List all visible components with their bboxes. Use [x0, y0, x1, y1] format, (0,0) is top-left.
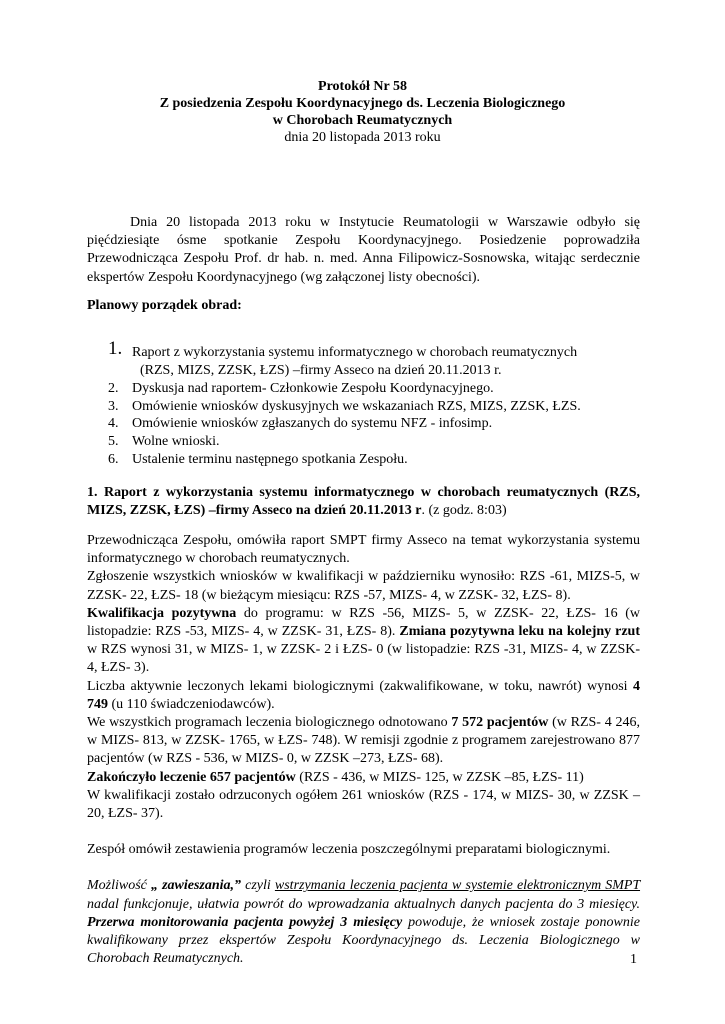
active-patients-tail: (u 110 świadczeniodawców). [108, 696, 275, 712]
drug-change-label: Zmiana pozytywna leku na kolejny rzut [399, 624, 640, 640]
section-1-title [87, 484, 640, 520]
agenda-item-text-cont: (RZS, MIZS, ZZSK, ŁZS) –firmy Asseco na dzień 20.11.2013 r. [140, 362, 502, 378]
suspension-text-c: czyli [241, 878, 275, 894]
total-patients-count: 7 572 pacjentów [451, 715, 549, 731]
agenda-item-number: 1. [108, 338, 123, 359]
agenda-item-number: 2. [108, 381, 119, 397]
qualification-positive-text: do programu: w RZS -56, MIZS- 5, w ZZSK- 22, ŁZS- 16 (w listopadzie: RZS -53, MIZS- 4, w ZZSK- 31, ŁZS- 8). [87, 605, 640, 640]
agenda-item-number: 4. [108, 416, 119, 432]
section-1-paragraph [87, 714, 640, 769]
suspension-text-a: Możliwość [87, 878, 151, 894]
agenda-item-number: 5. [108, 433, 119, 449]
drug-change-text: w RZS wynosi 31, w MIZS- 1, w ZZSK- 2 i ŁZS- 0 (w listopadzie: RZS -31, MIZS- 4, w ZZSK- 4, ŁZS- 3). [87, 642, 640, 676]
agenda-list [108, 338, 648, 468]
title-line-2: Z posiedzenia Zespołu Koordynacyjnego ds. Leczenia Biologicznego [159, 96, 566, 111]
title-line-1: Protokół Nr 58 [318, 79, 407, 94]
section-1-paragraph [87, 678, 640, 714]
agenda-item [108, 380, 648, 398]
section-1-paragraph: Zgłoszenie wszystkich wniosków w kwalifikacji w październiku wynosiło: RZS -61, MIZS-5, w ZZSK- 22, ŁZS- 18 (w bieżącym miesiącu: RZS -57, MIZS- 4, w ZZSK- 32, ŁZS- 8). [87, 569, 640, 603]
agenda-item-text: Dyskusja nad raportem- Członkowie Zespołu Koordynacyjnego. [132, 381, 494, 397]
finished-treatment-label: Zakończyło leczenie 657 pacjentów [87, 769, 296, 785]
agenda-item-text: Omówienie wniosków dyskusyjnych we wskazaniach RZS, MIZS, ZZSK, ŁZS. [132, 398, 581, 414]
agenda-item-number: 3. [108, 398, 119, 414]
suspension-quote: „ zawieszania,” [150, 878, 242, 894]
intro-paragraph: Dnia 20 listopada 2013 roku w Instytucie Reumatologii w Warszawie odbyło się pięćdziesiąte ósme spotkanie Zespołu Koordynacyjnego. Posiedzenie poprowadziła Przewodnicząca Zespołu Prof. dr hab. n. med. Anna Filipowicz-Sosnowska, witając serdecznie ekspertów Zespołu Koordynacyjnego (wg załączonej listy obecności). [87, 215, 640, 285]
total-patients-text: We wszystkich programach leczenia biologicznego odnotowano [87, 715, 452, 731]
section-1-paragraph: W kwalifikacji zostało odrzuconych ogółem 261 wniosków (RZS - 174, w MIZS- 30, w ZZSK –20, ŁZS- 37). [87, 787, 640, 822]
agenda-item [108, 398, 648, 416]
section-1-italic-paragraph [87, 877, 640, 968]
section-1-title-bold: 1. Raport z wykorzystania systemu informatycznego w chorobach reumatycznych (RZS, MIZS, ZZSK, ŁZS) –firmy Asseco na dzień 20.11.2013 r [87, 485, 640, 519]
total-patients-tail: (w RZS- 4 246, w MIZS- 813, w ZZSK- 1765, w ŁZS- 748). W remisji zgodnie z programem zarejestrowano 877 pacjentów (w RZS - 536, w MIZS- 0, w ZZSK –273, ŁZS- 68). [87, 715, 640, 767]
agenda-item-text: Ustalenie terminu następnego spotkania Zespołu. [132, 451, 408, 467]
section-1-paragraph [87, 605, 640, 678]
agenda-item-text: Raport z wykorzystania systemu informatycznego w chorobach reumatycznych [132, 345, 578, 360]
section-1-paragraph [87, 769, 640, 787]
agenda-item-number: 6. [108, 451, 119, 467]
agenda-item-text: Wolne wnioski. [132, 433, 220, 449]
agenda-item [108, 451, 648, 469]
suspension-text-f: powoduje, że wniosek zostaje ponownie kwalifikowany przez ekspertów Zespołu Koordynacyjnego ds. Leczenia Biologicznego w Chorobach Reumatycznych. [87, 914, 640, 967]
agenda-item [108, 415, 648, 433]
suspension-text-d: nadal funkcjonuje, ułatwia powrót do wprowadzania aktualnych danych pacjenta do 3 miesięcy. [87, 896, 640, 912]
title-line-3: w Chorobach Reumatycznych [272, 113, 453, 128]
document-title [0, 78, 725, 146]
agenda-item [108, 433, 648, 451]
agenda-item-text: Omówienie wniosków zgłaszanych do systemu NFZ - infosimp. [132, 416, 493, 432]
section-1-paragraph: Przewodnicząca Zespołu, omówiła raport SMPT firmy Asseco na temat wykorzystania systemu informatycznego w chorobach reumatycznych. [87, 533, 640, 567]
section-1-body [87, 532, 640, 968]
page-number: 1 [630, 952, 637, 967]
section-1-title-tail: . (z godz. 8:03) [421, 503, 507, 519]
active-patients-text: Liczba aktywnie leczonych lekami biologicznymi (zakwalifikowane, w toku, nawrót) wynosi [87, 678, 633, 694]
section-1-paragraph: Zespół omówił zestawienia programów leczenia poszczególnymi preparatami biologicznymi. [87, 842, 611, 858]
title-date: dnia 20 listopada 2013 roku [284, 130, 441, 145]
agenda-item [108, 338, 648, 379]
qualification-positive-label: Kwalifikacja pozytywna [87, 605, 237, 621]
suspension-underlined: wstrzymania leczenia pacjenta w systemie elektronicznym SMPT [274, 878, 641, 894]
agenda-heading: Planowy porządek obrad: [87, 298, 242, 313]
monitoring-break-label: Przerwa monitorowania pacjenta powyżej 3 miesięcy [87, 914, 403, 930]
finished-treatment-text: (RZS - 436, w MIZS- 125, w ZZSK –85, ŁZS- 11) [295, 769, 584, 785]
active-patients-count: 4 749 [87, 678, 640, 712]
